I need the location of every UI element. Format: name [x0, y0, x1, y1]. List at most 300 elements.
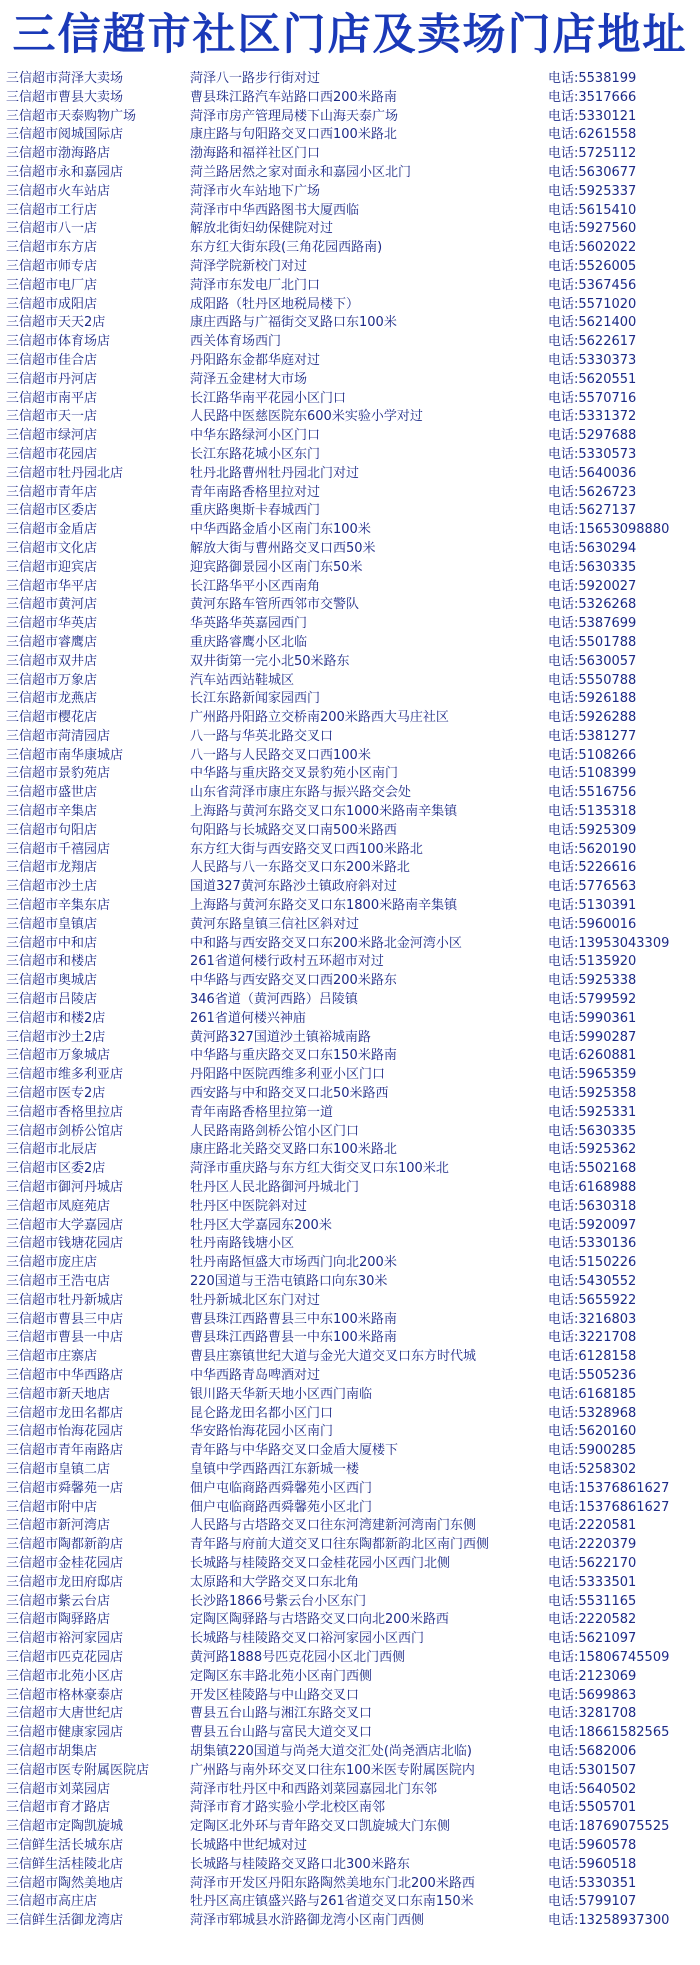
store-address: 西关体育场西门	[190, 334, 282, 350]
store-phone: 电话:6168988	[548, 1180, 637, 1196]
store-phone: 电话:5150226	[548, 1255, 637, 1271]
store-row	[0, 578, 700, 597]
store-address: 菏泽市中华西路图书大厦西临	[190, 202, 360, 218]
store-phone: 电话:5570716	[548, 390, 637, 406]
store-address: 牡丹南路钱塘小区	[190, 1236, 295, 1252]
store-phone: 电话:2220379	[548, 1537, 637, 1553]
store-name: 三信超市大学嘉园店	[6, 1217, 124, 1233]
store-row	[0, 1480, 700, 1499]
store-address: 中华路与西安路交叉口西200米路东	[190, 973, 397, 989]
store-address: 太原路和大学路交叉口东北角	[190, 1574, 360, 1590]
store-phone: 电话:5615410	[548, 202, 637, 218]
store-name: 三信超市曹县大卖场	[6, 89, 124, 105]
store-name: 三信超市陶然美地店	[6, 1875, 124, 1891]
store-name: 三信超市医专2店	[6, 1086, 106, 1102]
store-phone: 电话:5550788	[548, 672, 637, 688]
store-address: 牡丹区人民北路御河丹城北门	[190, 1180, 360, 1196]
store-address: 长城路与桂陵路交叉口金桂花园小区西门北侧	[190, 1555, 451, 1571]
store-address: 青年路与府前大道交叉口往东陶都新韵北区南门西侧	[190, 1537, 490, 1553]
store-name: 三信超市香格里拉店	[6, 1104, 124, 1120]
store-row	[0, 1499, 700, 1518]
store-phone: 电话:5626723	[548, 484, 637, 500]
store-row	[0, 1179, 700, 1198]
store-row	[0, 1574, 700, 1593]
store-name: 三信超市华平店	[6, 578, 98, 594]
store-name: 三信超市北辰店	[6, 1142, 98, 1158]
store-address: 上海路与黄河东路交叉口东1800米路南辛集镇	[190, 898, 458, 914]
store-phone: 电话:5330121	[548, 108, 637, 124]
store-row	[0, 239, 700, 258]
store-name: 三信超市金桂花园店	[6, 1555, 124, 1571]
store-name: 三信超市奥城店	[6, 973, 98, 989]
store-name: 三信鲜生活长城东店	[6, 1837, 124, 1853]
store-row	[0, 408, 700, 427]
store-row	[0, 1235, 700, 1254]
store-address: 261省道何楼行政村五环超市对过	[190, 954, 384, 970]
store-name: 三信超市牡丹新城店	[6, 1292, 124, 1308]
store-phone: 电话:5108266	[548, 747, 637, 763]
store-phone: 电话:5571020	[548, 296, 637, 312]
store-row	[0, 1799, 700, 1818]
store-phone: 电话:2123069	[548, 1668, 637, 1684]
store-address: 人民路南路剑桥公馆小区门口	[190, 1123, 360, 1139]
store-address: 牡丹南路恒盛大市场西门向北200米	[190, 1255, 397, 1271]
store-name: 三信超市青年南路店	[6, 1443, 124, 1459]
store-name: 三信超市匹克花园店	[6, 1649, 124, 1665]
store-address: 西安路与中和路交叉口北50米路西	[190, 1086, 389, 1102]
store-phone: 电话:5130391	[548, 898, 637, 914]
store-address: 重庆路奥斯卡春城西门	[190, 503, 321, 519]
store-phone: 电话:5622170	[548, 1555, 637, 1571]
store-name: 三信超市八一店	[6, 221, 98, 237]
store-address: 曹县五台山路与湘江东路交叉口	[190, 1706, 373, 1722]
store-name: 三信超市盛世店	[6, 785, 98, 801]
store-name: 三信超市华英店	[6, 616, 98, 632]
store-name: 三信超市龙翔店	[6, 860, 98, 876]
store-row	[0, 164, 700, 183]
store-address: 菏泽市牡丹区中和西路刘菜园嘉园北门东邻	[190, 1781, 438, 1797]
store-row	[0, 1423, 700, 1442]
store-address: 346省道（黄河西路）吕陵镇	[190, 992, 358, 1008]
store-row	[0, 1649, 700, 1668]
store-phone: 电话:5655922	[548, 1292, 637, 1308]
store-phone: 电话:5965359	[548, 1067, 637, 1083]
store-row	[0, 1875, 700, 1894]
store-name: 三信超市中华西路店	[6, 1367, 124, 1383]
store-phone: 电话:6260881	[548, 1048, 637, 1064]
store-address: 渤海路和福祥社区门口	[190, 146, 321, 162]
store-name: 三信超市花园店	[6, 446, 98, 462]
store-row	[0, 1893, 700, 1912]
store-address: 牡丹北路曹州牡丹园北门对过	[190, 465, 360, 481]
store-phone: 电话:5135920	[548, 954, 637, 970]
store-phone: 电话:5925358	[548, 1086, 637, 1102]
store-address: 银川路天华新天地小区西门南临	[190, 1386, 373, 1402]
store-phone: 电话:5505236	[548, 1367, 637, 1383]
store-row	[0, 709, 700, 728]
store-row	[0, 1085, 700, 1104]
store-phone: 电话:5960016	[548, 916, 637, 932]
store-address: 曹县五台山路与富民大道交叉口	[190, 1725, 373, 1741]
store-phone: 电话:5925309	[548, 822, 637, 838]
store-name: 三信超市文化店	[6, 540, 98, 556]
store-name: 三信超市万象店	[6, 672, 98, 688]
store-row	[0, 634, 700, 653]
store-row	[0, 1292, 700, 1311]
store-row	[0, 953, 700, 972]
store-row	[0, 277, 700, 296]
store-phone: 电话:5925331	[548, 1104, 637, 1120]
store-address: 华英路华英嘉园西门	[190, 616, 308, 632]
store-row	[0, 690, 700, 709]
store-address: 长江路华平小区西南角	[190, 578, 321, 594]
store-address: 解放大街与曹州路交叉口西50米	[190, 540, 376, 556]
store-address: 菏泽市火车站地下广场	[190, 183, 321, 199]
store-row	[0, 1141, 700, 1160]
store-row	[0, 559, 700, 578]
store-address: 长城路与桂陵路交叉路口北300米路东	[190, 1856, 410, 1872]
store-row	[0, 183, 700, 202]
store-address: 曹县珠江西路曹县一中东100米路南	[190, 1330, 397, 1346]
store-address: 菏泽五金建材大市场	[190, 371, 308, 387]
store-address: 曹县珠江西路曹县三中东100米路南	[190, 1311, 397, 1327]
store-row	[0, 1066, 700, 1085]
store-name: 三信鲜生活桂陵北店	[6, 1856, 124, 1872]
store-phone: 电话:5502168	[548, 1161, 637, 1177]
store-row	[0, 89, 700, 108]
store-address: 佃户屯临商路西舜馨苑小区北门	[190, 1499, 373, 1515]
store-address: 中华西路金盾小区南门东100米	[190, 522, 371, 538]
store-name: 三信超市吕陵店	[6, 992, 98, 1008]
store-name: 三信超市皇镇二店	[6, 1461, 111, 1477]
store-name: 三信超市高庄店	[6, 1894, 98, 1910]
store-address: 青年路与中华路交叉口金盾大厦楼下	[190, 1443, 399, 1459]
store-row	[0, 728, 700, 747]
store-list	[0, 70, 700, 1931]
store-phone: 电话:5630335	[548, 559, 637, 575]
store-phone: 电话:5330136	[548, 1236, 637, 1252]
store-address: 黄河路1888号匹克花园小区北门西侧	[190, 1649, 406, 1665]
store-name: 三信超市金盾店	[6, 522, 98, 538]
store-name: 三信超市菏清园店	[6, 728, 111, 744]
store-row	[0, 371, 700, 390]
store-row	[0, 484, 700, 503]
store-phone: 电话:5330573	[548, 446, 637, 462]
store-name: 三信超市渤海路店	[6, 146, 111, 162]
store-address: 康庄路与句阳路交叉口西100米路北	[190, 127, 397, 143]
store-row	[0, 1442, 700, 1461]
store-row	[0, 841, 700, 860]
store-phone: 电话:5328968	[548, 1405, 637, 1421]
store-name: 三信超市曹县三中店	[6, 1311, 124, 1327]
store-name: 三信超市师专店	[6, 258, 98, 274]
store-phone: 电话:5331372	[548, 409, 637, 425]
store-name: 三信超市舜馨苑一店	[6, 1480, 124, 1496]
store-phone: 电话:5330373	[548, 352, 637, 368]
store-name: 三信超市万象城店	[6, 1048, 111, 1064]
store-name: 三信超市千禧园店	[6, 841, 111, 857]
store-address: 曹县庄寨镇世纪大道与金光大道交叉口东方时代城	[190, 1349, 477, 1365]
store-phone: 电话:18769075525	[548, 1819, 670, 1835]
store-row	[0, 446, 700, 465]
store-address: 中华路与重庆路交叉口东150米路南	[190, 1048, 397, 1064]
store-row	[0, 1536, 700, 1555]
store-name: 三信超市维多利亚店	[6, 1067, 124, 1083]
store-name: 三信超市南华康城店	[6, 747, 124, 763]
store-row	[0, 1010, 700, 1029]
store-address: 上海路与黄河东路交叉口东1000米路南辛集镇	[190, 804, 458, 820]
store-row	[0, 1856, 700, 1875]
store-name: 三信超市陶驿路店	[6, 1612, 111, 1628]
store-name: 三信超市新河湾店	[6, 1518, 111, 1534]
store-phone: 电话:5620160	[548, 1424, 637, 1440]
store-phone: 电话:5367456	[548, 277, 637, 293]
store-row	[0, 220, 700, 239]
store-address: 牡丹新城北区东门对过	[190, 1292, 321, 1308]
store-name: 三信超市曹县一中店	[6, 1330, 124, 1346]
store-row	[0, 502, 700, 521]
store-row	[0, 1198, 700, 1217]
store-address: 成阳路（牡丹区地税局楼下）	[190, 296, 360, 312]
store-row	[0, 1912, 700, 1931]
store-address: 长江东路花城小区东门	[190, 446, 321, 462]
store-phone: 电话:5330351	[548, 1875, 637, 1891]
store-address: 八一路与华英北路交叉口	[190, 728, 334, 744]
store-phone: 电话:15376861627	[548, 1480, 670, 1496]
store-name: 三信超市中和店	[6, 935, 98, 951]
store-name: 三信超市工行店	[6, 202, 98, 218]
store-address: 丹阳路东金都华庭对过	[190, 352, 321, 368]
store-name: 三信超市庞庄店	[6, 1255, 98, 1271]
store-address: 菏泽市重庆路与东方红大街交叉口东100米北	[190, 1161, 449, 1177]
store-phone: 电话:5430552	[548, 1274, 637, 1289]
store-address: 中华东路绿河小区门口	[190, 428, 321, 444]
store-phone: 电话:5226616	[548, 860, 637, 876]
store-row	[0, 1743, 700, 1762]
store-phone: 电话:5960518	[548, 1856, 637, 1872]
store-name: 三信超市御河丹城店	[6, 1180, 124, 1196]
store-row	[0, 1630, 700, 1649]
store-row	[0, 1386, 700, 1405]
store-row	[0, 859, 700, 878]
store-phone: 电话:5776563	[548, 879, 637, 895]
store-phone: 电话:5925337	[548, 183, 637, 199]
store-phone: 电话:5135318	[548, 804, 637, 820]
store-address: 长江东路新闻家园西门	[190, 691, 321, 707]
store-phone: 电话:5630057	[548, 653, 637, 669]
store-address: 曹县珠江路汽车站路口西200米路南	[190, 89, 397, 105]
store-name: 三信超市樱花店	[6, 710, 98, 726]
store-name: 三信超市育才路店	[6, 1800, 111, 1816]
store-row	[0, 1104, 700, 1123]
store-name: 三信超市永和嘉园店	[6, 164, 124, 180]
store-address: 220国道与王浩屯镇路口向东30米	[190, 1274, 388, 1289]
store-name: 三信超市和楼店	[6, 954, 98, 970]
store-phone: 电话:6261558	[548, 127, 637, 143]
store-address: 定陶区陶驿路与古塔路交叉口向北200米路西	[190, 1612, 449, 1628]
store-row	[0, 1724, 700, 1743]
store-address: 昆仑路龙田名都小区门口	[190, 1405, 334, 1421]
store-name: 三信超市大唐世纪店	[6, 1706, 124, 1722]
store-name: 三信超市青年店	[6, 484, 98, 500]
store-phone: 电话:5990361	[548, 1010, 637, 1026]
store-row	[0, 1160, 700, 1179]
store-phone: 电话:15806745509	[548, 1649, 670, 1665]
store-name: 三信超市黄河店	[6, 597, 98, 613]
store-name: 三信超市丹河店	[6, 371, 98, 387]
store-address: 康庄路北关路交叉路口东100米路北	[190, 1142, 397, 1158]
store-address: 菏泽市房产管理局楼下山海天泰广场	[190, 108, 399, 124]
store-row	[0, 1762, 700, 1781]
store-address: 长城路与桂陵路交叉口裕河家园小区西门	[190, 1631, 425, 1647]
store-row	[0, 1348, 700, 1367]
store-phone: 电话:5516756	[548, 785, 637, 801]
store-phone: 电话:5326268	[548, 597, 637, 613]
store-row	[0, 1254, 700, 1273]
store-row	[0, 1461, 700, 1480]
store-name: 三信超市区委店	[6, 503, 98, 519]
store-address: 八一路与人民路交叉口西100米	[190, 747, 371, 763]
store-phone: 电话:3221708	[548, 1330, 637, 1346]
store-phone: 电话:15376861627	[548, 1499, 670, 1515]
store-row	[0, 972, 700, 991]
store-row	[0, 1781, 700, 1800]
store-name: 三信超市成阳店	[6, 296, 98, 312]
store-phone: 电话:5622617	[548, 334, 637, 350]
store-phone: 电话:5900285	[548, 1443, 637, 1459]
store-row	[0, 653, 700, 672]
store-name: 三信超市景豹苑店	[6, 766, 111, 782]
store-address: 长城路中世纪城对过	[190, 1837, 308, 1853]
store-address: 菏泽市育才路实验小学北校区南邻	[190, 1800, 386, 1816]
store-name: 三信超市和楼2店	[6, 1010, 106, 1026]
store-phone: 电话:3281708	[548, 1706, 637, 1722]
page-title: 三信超市社区门店及卖场门店地址	[12, 10, 688, 60]
store-name: 三信超市东方店	[6, 240, 98, 256]
store-row	[0, 596, 700, 615]
store-row	[0, 540, 700, 559]
store-address: 国道327黄河东路沙土镇政府斜对过	[190, 879, 397, 895]
store-phone: 电话:5297688	[548, 428, 637, 444]
store-address: 中和路与西安路交叉口东200米路北金河湾小区	[190, 935, 462, 951]
store-name: 三信超市附中店	[6, 1499, 98, 1515]
store-name: 三信超市龙燕店	[6, 691, 98, 707]
store-row	[0, 1329, 700, 1348]
store-name: 三信超市王浩屯店	[6, 1274, 111, 1289]
store-phone: 电话:5501788	[548, 634, 637, 650]
store-name: 三信超市龙田府邸店	[6, 1574, 124, 1590]
store-phone: 电话:5630677	[548, 164, 637, 180]
store-address: 山东省菏泽市康庄东路与振兴路交会处	[190, 785, 412, 801]
store-phone: 电话:5920027	[548, 578, 637, 594]
store-row	[0, 390, 700, 409]
store-address: 中华西路青岛啤酒对过	[190, 1367, 321, 1383]
store-row	[0, 1687, 700, 1706]
store-address: 菏泽市东发电厂北门口	[190, 277, 321, 293]
store-name: 三信超市辛集东店	[6, 898, 111, 914]
store-name: 三信超市绿河店	[6, 428, 98, 444]
store-phone: 电话:5926188	[548, 691, 637, 707]
store-address: 261省道何楼兴神庙	[190, 1010, 306, 1026]
store-address: 菏泽市郓城县水浒路御龙湾小区南门西侧	[190, 1913, 425, 1929]
store-address: 双井街第一完小北50米路东	[190, 653, 350, 669]
store-address: 皇镇中学西路西江东新城一楼	[190, 1461, 360, 1477]
store-address: 菏兰路居然之家对面永和嘉园小区北门	[190, 164, 412, 180]
store-name: 三信超市龙田名都店	[6, 1405, 124, 1421]
store-phone: 电话:5926288	[548, 710, 637, 726]
store-name: 三信超市格林豪泰店	[6, 1687, 124, 1703]
store-address: 牡丹区大学嘉园东200米	[190, 1217, 332, 1233]
store-name: 三信超市迎宾店	[6, 559, 98, 575]
store-address: 黄河路327国道沙土镇裕城南路	[190, 1029, 371, 1045]
store-address: 牡丹区中医院斜对过	[190, 1198, 308, 1214]
store-address: 华安路怡海花园小区南门	[190, 1424, 334, 1440]
store-name: 三信超市睿鹰店	[6, 634, 98, 650]
store-name: 三信超市皇镇店	[6, 916, 98, 932]
store-phone: 电话:5699863	[548, 1687, 637, 1703]
store-phone: 电话:5925362	[548, 1142, 637, 1158]
store-phone: 电话:5627137	[548, 503, 637, 519]
store-phone: 电话:5920097	[548, 1217, 637, 1233]
store-address: 黄河东路皇镇三信社区斜对过	[190, 916, 360, 932]
store-phone: 电话:5387699	[548, 616, 637, 632]
store-row	[0, 747, 700, 766]
store-address: 广州路丹阳路立交桥南200米路西大马庄社区	[190, 710, 449, 726]
store-row	[0, 352, 700, 371]
store-phone: 电话:2220581	[548, 1518, 637, 1534]
store-row	[0, 465, 700, 484]
store-row	[0, 1517, 700, 1536]
store-phone: 电话:6128158	[548, 1349, 637, 1365]
store-name: 三信超市钱塘花园店	[6, 1236, 124, 1252]
store-phone: 电话:5381277	[548, 728, 637, 744]
store-name: 三信超市天天2店	[6, 315, 106, 331]
store-name: 三信超市句阳店	[6, 822, 98, 838]
store-row	[0, 991, 700, 1010]
store-name: 三信超市北苑小区店	[6, 1668, 124, 1684]
store-phone: 电话:5620551	[548, 371, 637, 387]
store-address: 开发区桂陵路与中山路交叉口	[190, 1687, 360, 1703]
store-name: 三信超市怡海花园店	[6, 1424, 124, 1440]
store-phone: 电话:5258302	[548, 1461, 637, 1477]
store-phone: 电话:5620190	[548, 841, 637, 857]
store-name: 三信超市定陶凯旋城	[6, 1819, 124, 1835]
store-name: 三信超市双井店	[6, 653, 98, 669]
store-phone: 电话:18661582565	[548, 1725, 670, 1741]
store-row	[0, 916, 700, 935]
store-row	[0, 1311, 700, 1330]
store-phone: 电话:13953043309	[548, 935, 670, 951]
store-row	[0, 878, 700, 897]
store-address: 中华路与重庆路交叉景豹苑小区南门	[190, 766, 399, 782]
store-name: 三信超市凤庭苑店	[6, 1198, 111, 1214]
store-phone: 电话:15653098880	[548, 522, 670, 538]
store-name: 三信超市牡丹园北店	[6, 465, 124, 481]
store-row	[0, 1367, 700, 1386]
store-name: 三信超市天泰购物广场	[6, 108, 137, 124]
store-row	[0, 1611, 700, 1630]
store-name: 三信超市辛集店	[6, 804, 98, 820]
store-phone: 电话:5990287	[548, 1029, 637, 1045]
store-address: 东方红大街与西安路交叉口西100米路北	[190, 841, 423, 857]
store-name: 三信超市裕河家园店	[6, 1631, 124, 1647]
store-row	[0, 108, 700, 127]
store-name: 三信超市南平店	[6, 390, 98, 406]
store-address: 菏泽市开发区丹阳东路陶然美地东门北200米路西	[190, 1875, 475, 1891]
store-row	[0, 765, 700, 784]
store-row	[0, 1273, 700, 1292]
store-address: 丹阳路中医院西维多利亚小区门口	[190, 1067, 386, 1083]
